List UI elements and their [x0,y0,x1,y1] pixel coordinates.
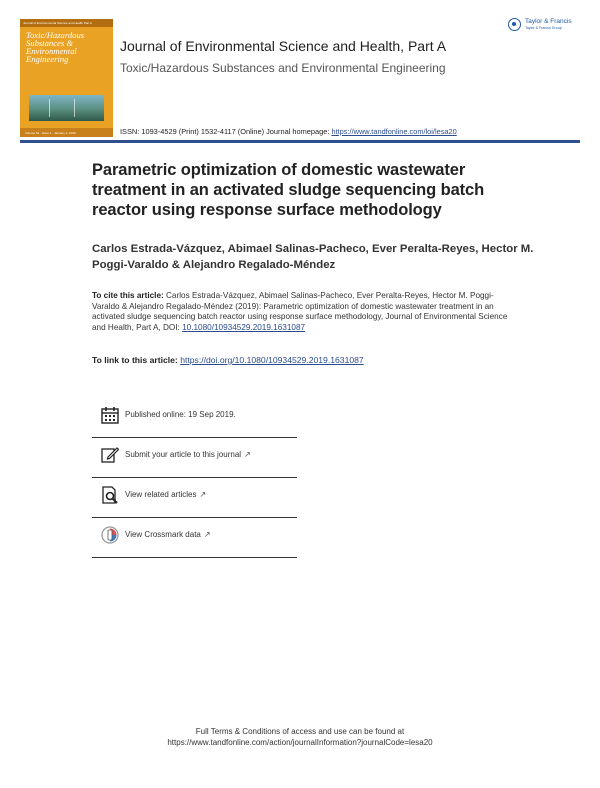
footer-terms-link[interactable]: https://www.tandfonline.com/action/journalInformation?journalCode=lesa20 [167,738,433,747]
journal-cover [20,19,113,137]
issn-line: ISSN: 1093-4529 (Print) 1532-4117 (Online) Journal homepage: https://www.tandfonline.com/loi/lesa20 [120,127,457,136]
cover-top-strip: Journal of Environmental Science and Health Part A [20,19,113,27]
submit-article-row[interactable] [92,438,297,478]
related-articles-row[interactable] [92,478,297,518]
edit-icon [101,446,119,464]
publisher-logo[interactable]: Taylor & Francis Taylor & Francis Group [508,17,586,33]
external-link-icon: ↗ [203,530,211,539]
published-date: Published online: 19 Sep 2019. [125,410,236,419]
divider [92,557,297,558]
cover-title: Toxic/Hazardous Substances & Environmental Engineering [26,30,85,64]
crossmark-link[interactable]: View Crossmark data ↗ [125,530,211,539]
submit-article-link[interactable]: Submit your article to this journal ↗ [125,450,251,459]
calendar-icon [101,406,119,424]
article-title: Parametric optimization of domestic wastewater treatment in an activated sludge sequencing batch reactor using response surface methodology [92,161,485,219]
link-to-article: To link to this article: https://doi.org/10.1080/10934529.2019.1631087 [92,355,364,365]
related-articles-link[interactable]: View related articles ↗ [125,490,207,499]
cover-bottom-strip: Volume 54 · Issue 1 · January 1, 2019 [20,128,113,137]
doi-link[interactable]: 10.1080/10934529.2019.1631087 [182,322,306,332]
journal-subtitle: Toxic/Hazardous Substances and Environmental Engineering [120,61,446,75]
cover-photo [29,95,104,121]
journal-title: Journal of Environmental Science and Health, Part A [120,38,447,54]
header-divider [20,140,580,143]
article-authors: Carlos Estrada-Vázquez, Abimael Salinas-Pacheco, Ever Peralta-Reyes, Hector M. Poggi-Varaldo & Alejandro Regalado-Méndez [92,243,534,271]
footer-terms: Full Terms & Conditions of access and use can be found at [195,727,405,736]
article-url-link[interactable]: https://doi.org/10.1080/10934529.2019.1631087 [180,355,364,365]
related-articles-icon [101,486,119,504]
citation-block: To cite this article: Carlos Estrada-Vázquez, Abimael Salinas-Pacheco, Ever Peralta-Reyes, Hector M. Poggi-Varaldo & Alejandro Regalado-Méndez (2019): Parametric optimization of domestic wastewater treatment in an activated sludge sequencing batch reactor using response surface methodology, Journal of Environmental Science and Health, Part A, DOI: 10.1080/10934529.2019.1631087 [92,291,508,332]
external-link-icon: ↗ [199,490,207,499]
crossmark-row[interactable] [92,518,297,558]
external-link-icon: ↗ [244,450,251,459]
published-row [92,398,297,438]
publisher-logo-icon [508,18,521,31]
crossmark-icon [101,526,119,544]
journal-homepage-link[interactable]: https://www.tandfonline.com/loi/lesa20 [331,127,457,136]
